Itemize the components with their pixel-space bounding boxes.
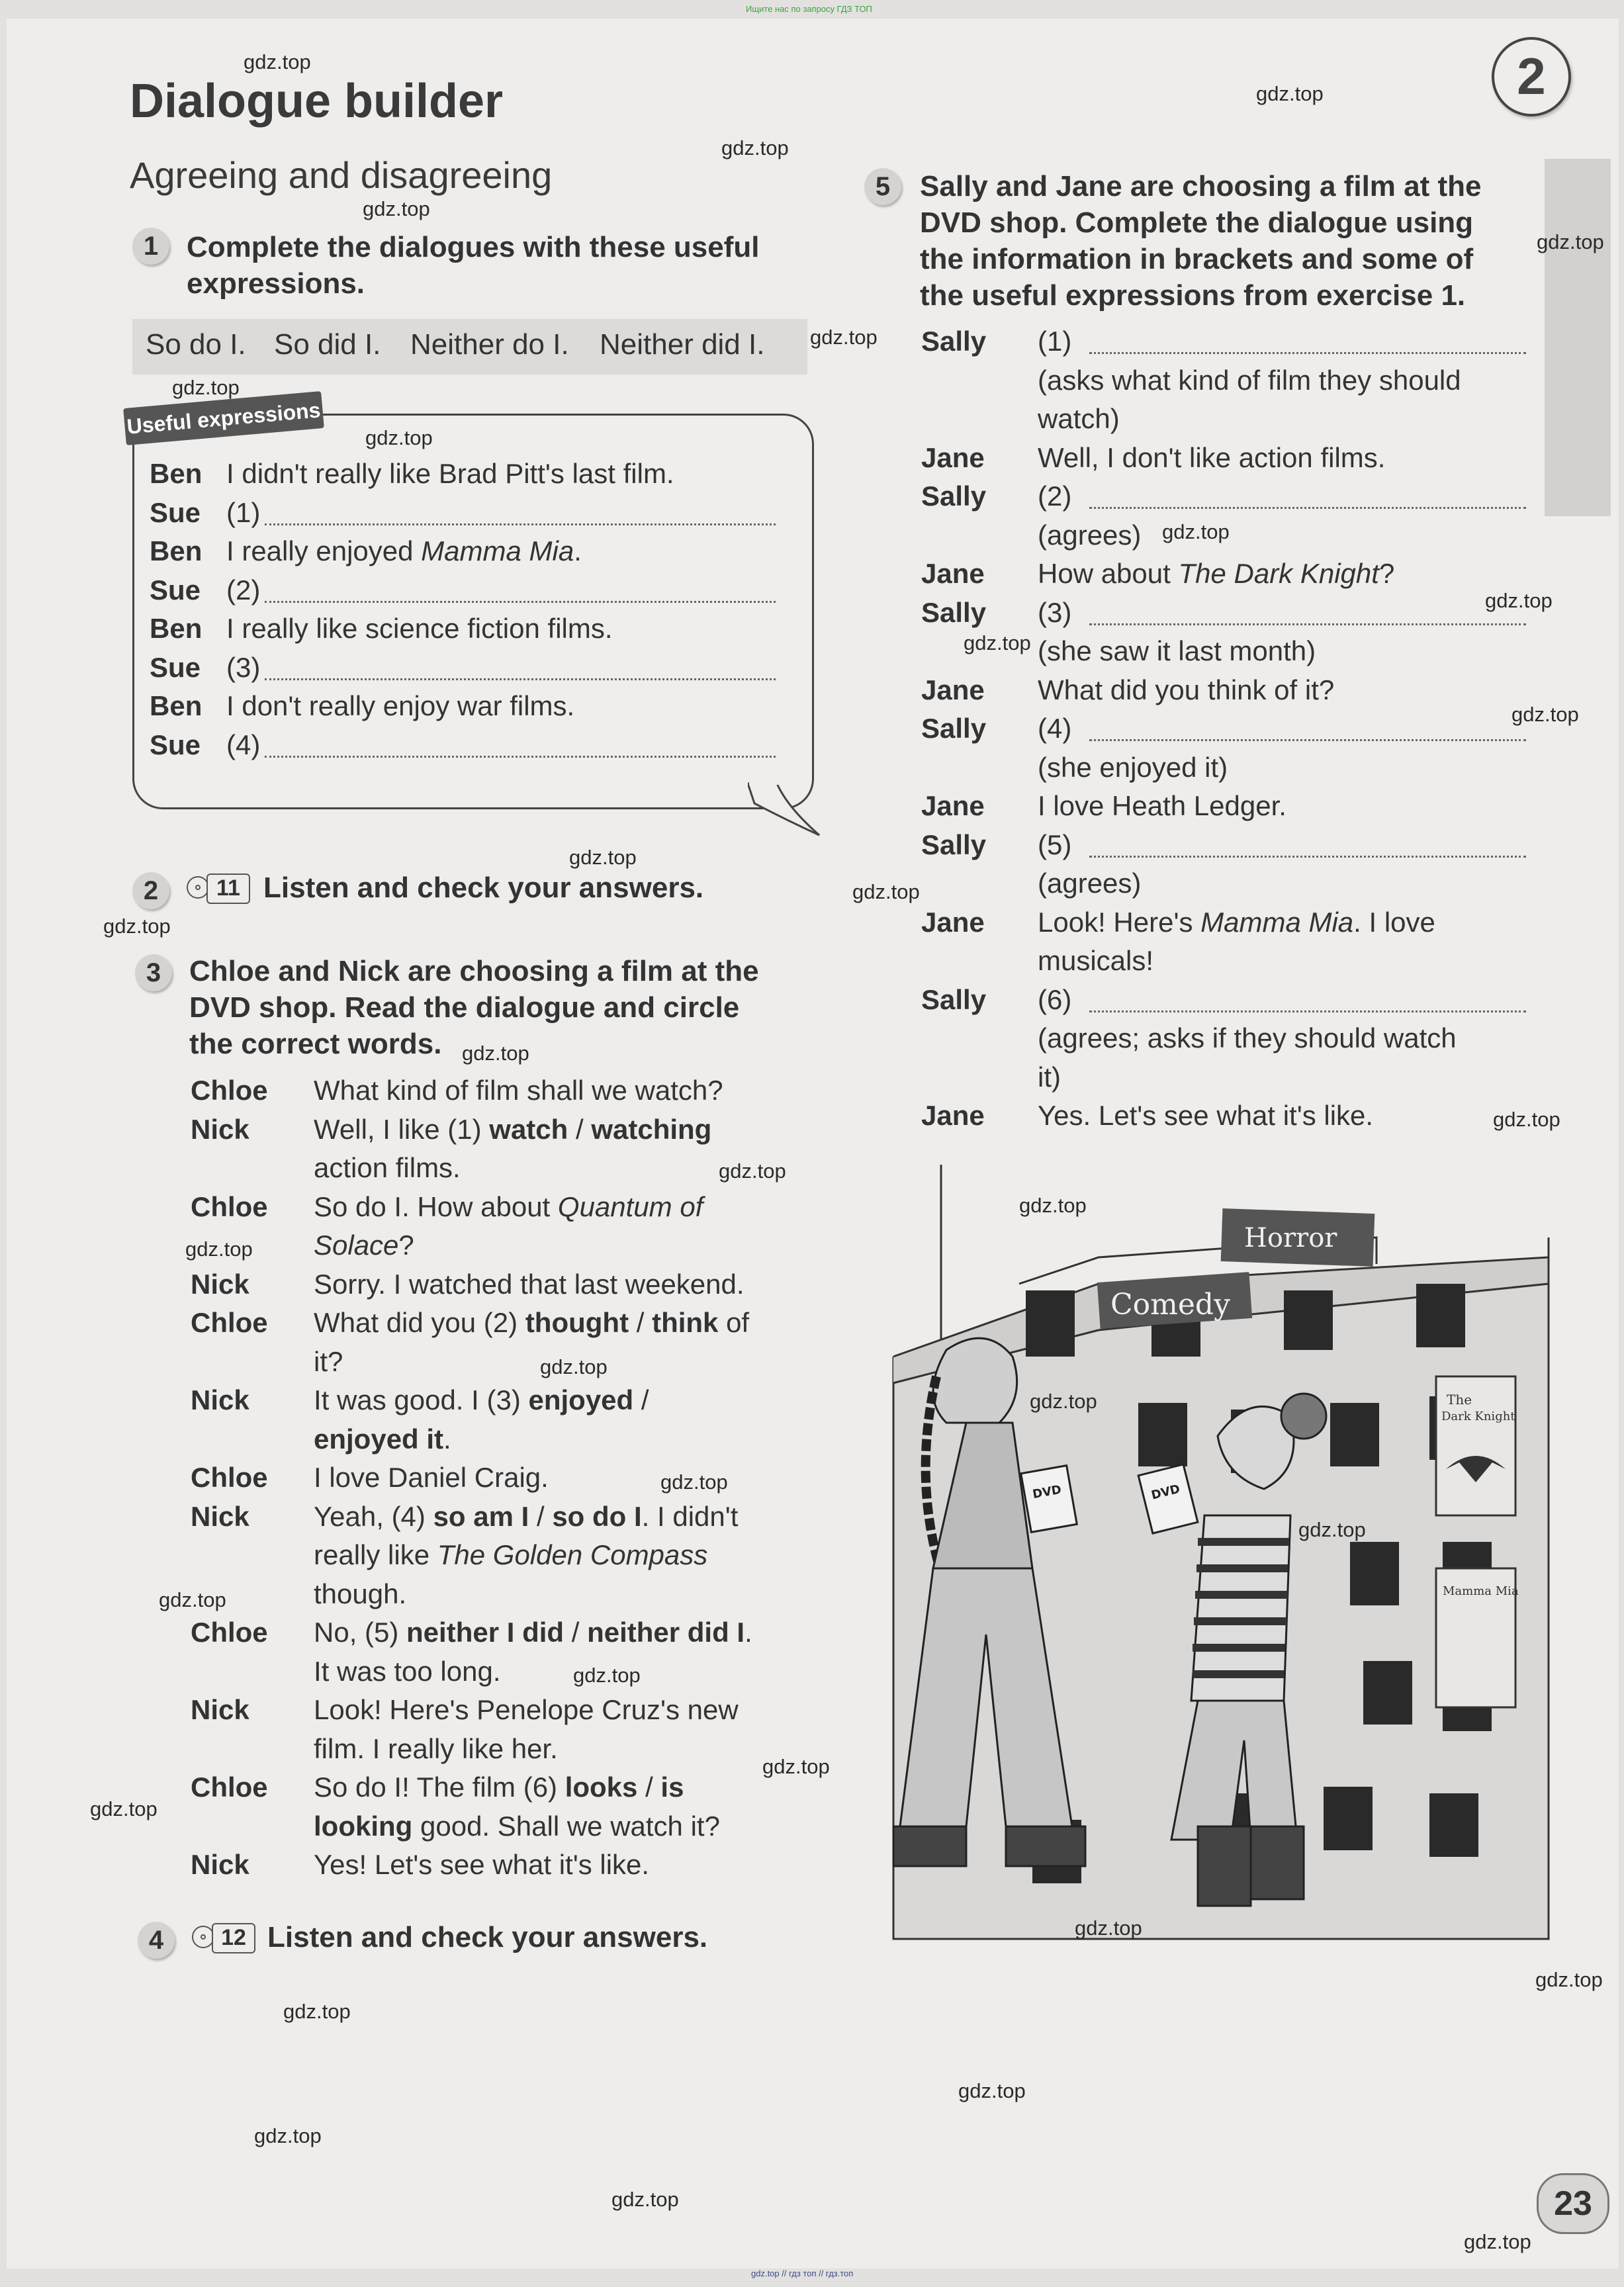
audio-track-11[interactable] bbox=[187, 874, 238, 903]
dialogue-line: (she enjoyed it) bbox=[1038, 751, 1228, 783]
watermark: gdz.top bbox=[1019, 1194, 1087, 1217]
answer-option: so do I bbox=[552, 1500, 642, 1532]
answer-option: thought bbox=[525, 1307, 629, 1338]
speaker-name: Nick bbox=[191, 1694, 249, 1725]
film-title: Mamma Mia bbox=[1200, 906, 1354, 938]
answer-blank[interactable] bbox=[1089, 623, 1526, 625]
answer-option: enjoyed it bbox=[314, 1423, 444, 1455]
dialogue-line: film. I really like her. bbox=[314, 1732, 558, 1764]
watermark: gdz.top bbox=[1493, 1108, 1560, 1131]
speaker-name: Chloe bbox=[191, 1771, 268, 1803]
bubble-tail bbox=[748, 781, 827, 840]
dialogue-line: (asks what kind of film they should bbox=[1038, 364, 1461, 396]
dialogue-line: Look! Here's Penelope Cruz's new bbox=[314, 1694, 739, 1725]
instruction-line: the information in brackets and some of bbox=[920, 243, 1474, 275]
dialogue-line: (1) bbox=[1038, 326, 1072, 357]
watermark: gdz.top bbox=[611, 2188, 679, 2211]
answer-option: watching bbox=[591, 1113, 712, 1145]
dialogue-line: It was good. I (3) enjoyed / bbox=[314, 1384, 649, 1415]
dvd-shop-illustration bbox=[860, 1158, 1562, 1985]
expression: Neither did I. bbox=[600, 328, 765, 361]
watermark: gdz.top bbox=[762, 1755, 830, 1778]
dialogue-line: action films. bbox=[314, 1152, 461, 1183]
dialogue-line: (3) bbox=[226, 651, 261, 683]
watermark: gdz.top bbox=[363, 197, 430, 220]
speaker-name: Sally bbox=[921, 829, 987, 860]
speaker-name: Jane bbox=[921, 441, 985, 473]
dvd-case-label: DVD bbox=[1031, 1482, 1063, 1502]
dialogue-line: Well, I don't like action films. bbox=[1038, 441, 1386, 473]
speaker-name: Sally bbox=[921, 596, 987, 628]
watermark: gdz.top bbox=[958, 2079, 1026, 2102]
watermark: gdz.top bbox=[103, 915, 171, 938]
speaker-name: Sally bbox=[921, 713, 987, 744]
speaker-name: Sally bbox=[921, 480, 987, 512]
expression: Neither do I. bbox=[410, 328, 569, 361]
speaker-name: Jane bbox=[921, 906, 985, 938]
watermark: gdz.top bbox=[1075, 1916, 1142, 1940]
watermark: gdz.top bbox=[462, 1042, 529, 1065]
speaker-name: Nick bbox=[191, 1113, 249, 1145]
dialogue-line: (she saw it last month) bbox=[1038, 635, 1316, 666]
answer-option: neither did I bbox=[587, 1617, 745, 1648]
instruction-line: the correct words. bbox=[189, 1028, 442, 1060]
dialogue-line: Look! Here's Mamma Mia. I love bbox=[1038, 906, 1435, 938]
dialogue-line: though. bbox=[314, 1578, 407, 1609]
speaker-name: Chloe bbox=[191, 1307, 268, 1338]
speaker-name: Ben bbox=[150, 535, 203, 566]
watermark: gdz.top bbox=[964, 631, 1031, 654]
poster-mamma-mia-line: Mamma Mia bbox=[1443, 1584, 1519, 1598]
dialogue-line: it) bbox=[1038, 1061, 1061, 1093]
instruction-line: Chloe and Nick are choosing a film at the bbox=[189, 955, 759, 987]
answer-blank[interactable] bbox=[265, 678, 776, 680]
dialogue-line: (5) bbox=[1038, 829, 1072, 860]
instruction-line: DVD shop. Read the dialogue and circle bbox=[189, 991, 740, 1024]
watermark: gdz.top bbox=[540, 1355, 608, 1378]
dialogue-line: I didn't really like Brad Pitt's last film. bbox=[226, 458, 674, 489]
dialogue-line: What did you (2) thought / think of bbox=[314, 1307, 750, 1338]
watermark: gdz.top bbox=[1537, 230, 1604, 253]
exercise-number-5: 5 bbox=[864, 168, 901, 205]
cd-icon bbox=[187, 876, 209, 899]
section-subtitle: Agreeing and disagreeing bbox=[130, 154, 553, 196]
dialogue-line: it? bbox=[314, 1345, 343, 1377]
page-title: Dialogue builder bbox=[130, 75, 504, 128]
watermark: gdz.top bbox=[1256, 82, 1324, 105]
expression: So do I. bbox=[146, 328, 246, 361]
exercise-number-1: 1 bbox=[132, 228, 169, 265]
dialogue-line: Yeah, (4) so am I / so do I. I didn't bbox=[314, 1500, 739, 1532]
dialogue-line: looking good. Shall we watch it? bbox=[314, 1810, 720, 1842]
dialogue-line: (agrees; asks if they should watch bbox=[1038, 1022, 1457, 1054]
dialogue-line: watch) bbox=[1038, 403, 1120, 434]
film-title: Quantum of bbox=[557, 1190, 703, 1222]
poster-dark-knight-line: The bbox=[1447, 1392, 1472, 1408]
watermark: gdz.top bbox=[244, 50, 311, 73]
dialogue-line: How about The Dark Knight? bbox=[1038, 558, 1395, 589]
dialogue-line: really like The Golden Compass bbox=[314, 1539, 708, 1570]
speaker-name: Sally bbox=[921, 326, 987, 357]
exercise-number-4: 4 bbox=[138, 1922, 175, 1959]
dialogue-line: (agrees) bbox=[1038, 519, 1142, 551]
speaker-name: Nick bbox=[191, 1500, 249, 1532]
footer-note: gdz.top // гдз топ // гдз.топ bbox=[751, 2268, 854, 2278]
instruction-line: DVD shop. Complete the dialogue using bbox=[920, 206, 1474, 239]
dialogue-line: I really enjoyed Mamma Mia. bbox=[226, 535, 582, 566]
watermark: gdz.top bbox=[254, 2124, 322, 2147]
speaker-name: Sue bbox=[150, 496, 201, 528]
sign-horror: Horror bbox=[1244, 1223, 1337, 1253]
film-title: Solace bbox=[314, 1230, 399, 1261]
dialogue-line: What did you think of it? bbox=[1038, 674, 1335, 705]
answer-option: so am I bbox=[433, 1500, 529, 1532]
answer-blank[interactable] bbox=[1089, 507, 1526, 509]
speaker-name: Jane bbox=[921, 790, 985, 821]
useful-expressions-tag: Useful expressions bbox=[123, 391, 324, 445]
speaker-name: Nick bbox=[191, 1849, 249, 1880]
speaker-name: Sue bbox=[150, 574, 201, 605]
dialogue-line: So do I. How about Quantum of bbox=[314, 1190, 703, 1222]
dialogue-line: (2) bbox=[1038, 480, 1072, 512]
watermark: gdz.top bbox=[573, 1664, 641, 1687]
answer-blank[interactable] bbox=[1089, 352, 1526, 354]
speaker-name: Jane bbox=[921, 674, 985, 705]
speaker-name: Chloe bbox=[191, 1462, 268, 1493]
dialogue-line: Yes. Let's see what it's like. bbox=[1038, 1100, 1374, 1131]
watermark: gdz.top bbox=[185, 1237, 253, 1261]
answer-option: watch bbox=[489, 1113, 568, 1145]
answer-blank[interactable] bbox=[1089, 1010, 1526, 1012]
watermark: gdz.top bbox=[1511, 703, 1579, 726]
dialogue-line: Well, I like (1) watch / watching bbox=[314, 1113, 712, 1145]
dialogue-line: enjoyed it. bbox=[314, 1423, 451, 1455]
dialogue-line: (6) bbox=[1038, 983, 1072, 1015]
dialogue-line: Solace? bbox=[314, 1230, 414, 1261]
dialogue-line: I don't really enjoy war films. bbox=[226, 690, 575, 721]
cd-icon bbox=[192, 1926, 214, 1948]
dialogue-line: It was too long. bbox=[314, 1655, 501, 1687]
track-number: 11 bbox=[206, 874, 250, 904]
answer-blank[interactable] bbox=[265, 756, 776, 758]
film-title: Mamma Mia bbox=[421, 535, 574, 566]
dialogue-line: I love Heath Ledger. bbox=[1038, 790, 1286, 821]
dialogue-line: (1) bbox=[226, 496, 261, 528]
dialogue-line: (3) bbox=[1038, 596, 1072, 628]
instruction-line: Complete the dialogues with these useful bbox=[187, 231, 760, 263]
watermark: gdz.top bbox=[1485, 589, 1553, 612]
watermark: gdz.top bbox=[1535, 1968, 1603, 1991]
speaker-name: Chloe bbox=[191, 1075, 268, 1106]
speaker-name: Jane bbox=[921, 558, 985, 589]
watermark: gdz.top bbox=[1162, 520, 1230, 543]
audio-track-12[interactable] bbox=[192, 1923, 244, 1952]
speaker-name: Nick bbox=[191, 1384, 249, 1415]
speaker-name: Chloe bbox=[191, 1190, 268, 1222]
speaker-name: Ben bbox=[150, 613, 203, 644]
speaker-name: Sally bbox=[921, 983, 987, 1015]
speaker-name: Sue bbox=[150, 651, 201, 683]
unit-number-badge: 2 bbox=[1492, 37, 1571, 116]
dvd-case-label: DVD bbox=[1150, 1482, 1182, 1503]
answer-blank[interactable] bbox=[1089, 739, 1526, 741]
expressions-box bbox=[132, 319, 807, 375]
speaker-name: Nick bbox=[191, 1268, 249, 1300]
answer-option: is bbox=[660, 1771, 684, 1803]
dialogue-line: Sorry. I watched that last weekend. bbox=[314, 1268, 744, 1300]
exercise-number-2: 2 bbox=[132, 872, 169, 909]
speaker-name: Chloe bbox=[191, 1617, 268, 1648]
instruction-line: Sally and Jane are choosing a film at the bbox=[920, 170, 1482, 202]
speaker-name: Ben bbox=[150, 458, 203, 489]
answer-blank[interactable] bbox=[265, 523, 776, 525]
side-tab bbox=[1545, 159, 1611, 516]
dialogue-line: (2) bbox=[226, 574, 261, 605]
watermark: gdz.top bbox=[810, 326, 878, 349]
watermark: gdz.top bbox=[1030, 1390, 1097, 1413]
page-number: 23 bbox=[1537, 2173, 1609, 2234]
speaker-name: Jane bbox=[921, 1100, 985, 1131]
watermark: gdz.top bbox=[159, 1588, 226, 1611]
expression: So did I. bbox=[274, 328, 381, 361]
exercise-4-instruction: Listen and check your answers. bbox=[267, 1921, 708, 1953]
watermark: gdz.top bbox=[660, 1470, 728, 1494]
answer-option: looking bbox=[314, 1810, 413, 1842]
dialogue-line: (agrees) bbox=[1038, 868, 1142, 899]
header-note: Ищите нас по запросу ГДЗ ТОП bbox=[746, 4, 872, 14]
speaker-name: Sue bbox=[150, 729, 201, 760]
exercise-2-instruction: Listen and check your answers. bbox=[263, 872, 704, 904]
watermark: gdz.top bbox=[719, 1159, 786, 1183]
watermark: gdz.top bbox=[365, 426, 433, 449]
answer-option: looks bbox=[564, 1771, 638, 1803]
dialogue-line: Yes! Let's see what it's like. bbox=[314, 1849, 650, 1880]
answer-option: neither I did bbox=[406, 1617, 564, 1648]
dialogue-line: No, (5) neither I did / neither did I. bbox=[314, 1617, 752, 1648]
dialogue-line: I love Daniel Craig. bbox=[314, 1462, 549, 1493]
answer-option: enjoyed bbox=[528, 1384, 634, 1415]
watermark: gdz.top bbox=[852, 880, 920, 903]
instruction-line: expressions. bbox=[187, 267, 365, 300]
dialogue-line: What kind of film shall we watch? bbox=[314, 1075, 723, 1106]
watermark: gdz.top bbox=[283, 2000, 351, 2023]
watermark: gdz.top bbox=[721, 136, 789, 159]
instruction-line: the useful expressions from exercise 1. bbox=[920, 279, 1466, 312]
exercise-number-3: 3 bbox=[135, 954, 172, 991]
answer-option: think bbox=[652, 1307, 719, 1338]
answer-blank[interactable] bbox=[1089, 856, 1526, 858]
answer-blank[interactable] bbox=[265, 601, 776, 603]
track-number: 12 bbox=[212, 1923, 255, 1953]
film-title: The Dark Knight bbox=[1178, 558, 1379, 589]
dialogue-line: (4) bbox=[1038, 713, 1072, 744]
film-title: The Golden Compass bbox=[437, 1539, 708, 1570]
poster-dark-knight-line: Dark Knight bbox=[1441, 1410, 1515, 1423]
watermark: gdz.top bbox=[172, 376, 240, 399]
sign-comedy: Comedy bbox=[1110, 1288, 1230, 1322]
dialogue-line: So do I! The film (6) looks / is bbox=[314, 1771, 684, 1803]
speaker-name: Ben bbox=[150, 690, 203, 721]
exercise-5-instruction bbox=[920, 168, 1481, 314]
watermark: gdz.top bbox=[90, 1797, 158, 1820]
dialogue-line: I really like science fiction films. bbox=[226, 613, 613, 644]
dialogue-line: musicals! bbox=[1038, 945, 1154, 976]
watermark: gdz.top bbox=[569, 846, 637, 869]
watermark: gdz.top bbox=[1464, 2230, 1531, 2253]
dialogue-line: (4) bbox=[226, 729, 261, 760]
exercise-1-instruction bbox=[187, 229, 759, 302]
watermark: gdz.top bbox=[1298, 1518, 1366, 1541]
